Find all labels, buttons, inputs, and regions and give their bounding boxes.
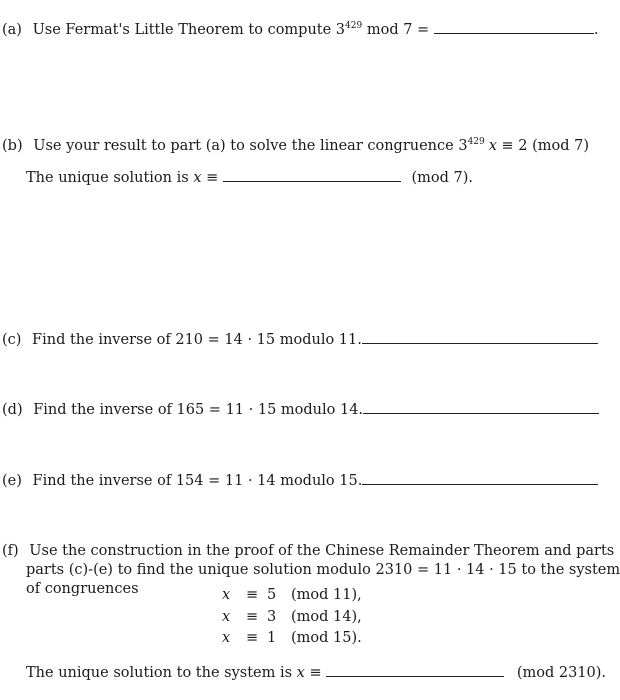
system-rel-3: ≡ <box>246 630 259 646</box>
question-b-text: Use your result to part (a) to solve the linear congruence 3 <box>33 138 468 154</box>
system-val-3: 1 <box>267 630 277 646</box>
system-rel-1: ≡ <box>246 587 259 603</box>
answer-blank-d[interactable] <box>363 401 599 414</box>
question-b-solution-var: x <box>193 170 202 186</box>
system-mod-2: (mod 14), <box>291 609 362 625</box>
question-f-line3: of congruences <box>26 581 139 597</box>
question-f-solution-eq: ≡ <box>304 665 322 681</box>
system-mod-3: (mod 15). <box>291 630 362 646</box>
system-val-2: 3 <box>267 609 277 625</box>
system-var-3: x <box>222 630 231 646</box>
question-b-solution-mod: (mod 7). <box>411 170 474 186</box>
question-b-tail: ≡ 2 (mod 7) <box>496 138 590 154</box>
question-f-solution <box>26 664 606 682</box>
system-var-1: x <box>222 587 231 603</box>
question-a <box>2 21 598 39</box>
question-f <box>2 542 614 560</box>
answer-blank-a[interactable] <box>434 21 594 34</box>
system-mod-1: (mod 11), <box>291 587 362 603</box>
question-f-solution-mod: (mod 2310). <box>516 665 607 681</box>
answer-blank-e[interactable] <box>362 472 598 485</box>
question-f-solution-text: The unique solution to the system is <box>26 665 297 681</box>
question-e-text: Find the inverse of 154 = 11 · 14 modulo 15. <box>32 473 363 489</box>
question-a-tail: mod 7 = <box>362 22 430 38</box>
question-a-exponent: 429 <box>345 21 363 32</box>
answer-blank-c[interactable] <box>362 331 598 344</box>
question-f-label: (f) <box>2 543 19 559</box>
question-b-solution-eq: ≡ <box>201 170 219 186</box>
question-d-text: Find the inverse of 165 = 11 · 15 modulo 14. <box>33 402 364 418</box>
question-c <box>2 331 598 349</box>
question-d-label: (d) <box>2 402 23 418</box>
question-c-label: (c) <box>2 332 22 348</box>
question-c-text: Find the inverse of 210 = 14 · 15 modulo 11. <box>32 332 362 348</box>
question-e-label: (e) <box>2 473 22 489</box>
answer-blank-b[interactable] <box>223 169 401 182</box>
question-b <box>2 137 589 155</box>
answer-blank-f[interactable] <box>326 664 504 677</box>
system-rel-2: ≡ <box>246 609 259 625</box>
question-a-end: . <box>593 22 599 38</box>
question-b-exponent: 429 <box>467 137 485 148</box>
question-b-solution-text: The unique solution is <box>26 170 194 186</box>
system-val-1: 5 <box>267 587 277 603</box>
question-a-text: Use Fermat's Little Theorem to compute 3 <box>32 22 346 38</box>
question-f-line1: Use the construction in the proof of the Chinese Remainder Theorem and parts <box>29 543 615 559</box>
system-var-2: x <box>222 609 231 625</box>
question-b-label: (b) <box>2 138 23 154</box>
question-f-solution-var: x <box>296 665 305 681</box>
question-e <box>2 472 598 490</box>
question-d <box>2 401 599 419</box>
question-a-label: (a) <box>2 22 22 38</box>
question-f-line2: parts (c)-(e) to find the unique solution modulo 2310 = 11 · 14 · 15 to the system <box>26 562 620 578</box>
question-b-var: x <box>488 138 497 154</box>
question-b-solution <box>26 169 473 187</box>
